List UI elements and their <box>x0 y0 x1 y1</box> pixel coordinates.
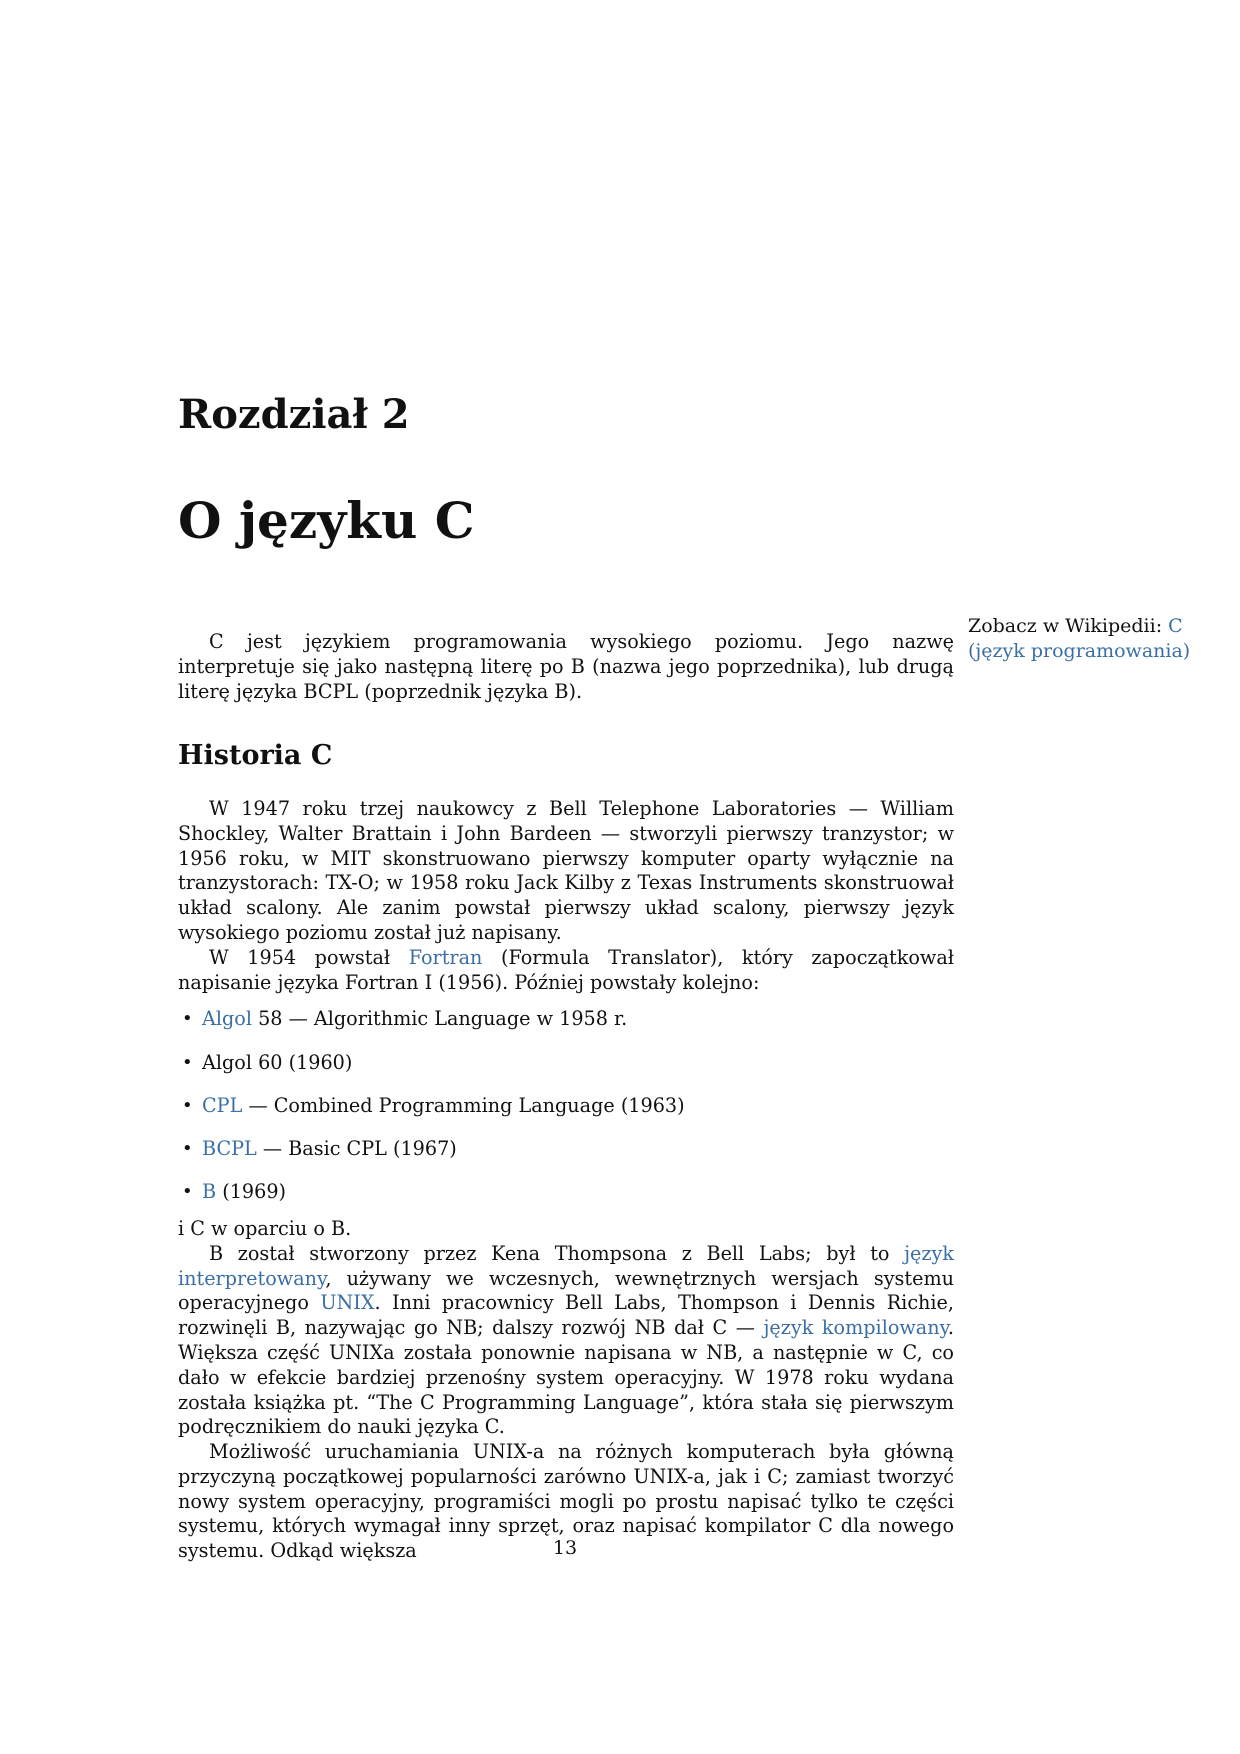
paragraph-4: Możliwość uruchamiania UNIX-a na różnych komputerach była główną przyczyną początkowej popularności zarówno UNIX-a, jak i C; zamiast tworzyć nowy system operacyjny, programiści mogli po prostu napisać tylko te części systemu, których wymagał inny sprzęt, oraz napisać kompilator C dla nowego systemu. Odkąd większa <box>178 1440 954 1563</box>
p3-text-4: . Większa część UNIXa została ponownie napisana w NB, a następnie w C, co dało w efekcie bardziej przenośny system operacyjny. W 1978 roku wydana została książka pt. “The C Programming Language”, która stała się pierwszym podręcznikiem do nauki języka C. <box>178 1316 954 1439</box>
interpreted-language-link[interactable]: język interpretowany <box>178 1241 954 1290</box>
intro-block <box>178 630 954 704</box>
bcpl-link[interactable]: BCPL <box>202 1136 257 1160</box>
page-number: 13 <box>552 1537 578 1559</box>
paragraph-1: W 1947 roku trzej naukowcy z Bell Telephone Laboratories — William Shockley, Walter Brattain i John Bardeen — stworzyli pierwszy tranzystor; w 1956 roku, w MIT skonstruowano pierwszy komputer oparty wyłącznie na tranzystorach: TX-O; w 1958 roku Jack Kilby z Texas Instruments skonstruował układ scalony. Ale zanim powstał pierwszy układ scalony, pierwszy język wysokiego poziomu został już napisany. <box>178 797 954 944</box>
wikipedia-margin-note <box>968 614 1208 663</box>
list-item-text: — Basic CPL (1967) <box>256 1136 457 1160</box>
p3-text-3: . Inni pracownicy Bell Labs, Thompson i Dennis Richie, rozwinęli B, nazywając go NB; dalszy rozwój NB dał C — <box>178 1291 955 1340</box>
fortran-link[interactable]: Fortran <box>408 945 483 969</box>
p2-text-before: W 1954 powstał <box>209 945 409 969</box>
cpl-link[interactable]: CPL <box>202 1093 243 1117</box>
list-item <box>178 1051 954 1076</box>
list-item <box>178 1180 954 1205</box>
p3-text-2: , używany we wczesnych, wewnętrznych wersjach systemu operacyjnego <box>178 1266 954 1315</box>
unix-link[interactable]: UNIX <box>320 1291 375 1315</box>
algol-link[interactable]: Algol <box>202 1007 252 1031</box>
list-item <box>178 1007 954 1032</box>
chapter-title: O języku C <box>178 491 475 550</box>
list-item-text: — Combined Programming Language (1963) <box>242 1093 685 1117</box>
after-list-text: i C w oparciu o B. <box>178 1216 352 1240</box>
intro-paragraph: C jest językiem programowania wysokiego poziomu. Jego nazwę interpretuje się jako następną literę po B (nazwa jego poprzednika), lub drugą literę języka BCPL (poprzednik języka B). <box>178 630 954 703</box>
chapter-label: Rozdział 2 <box>178 391 410 438</box>
paragraph-2 <box>178 946 954 996</box>
list-item-text: Algol 60 (1960) <box>202 1050 353 1074</box>
section-heading: Historia C <box>178 740 333 771</box>
compiled-language-link[interactable]: język kompilowany <box>763 1316 948 1340</box>
list-item-text: (1969) <box>216 1180 287 1204</box>
wikipedia-link[interactable]: C (język programowania) <box>968 615 1191 662</box>
list-item-text: 58 — Algorithmic Language w 1958 r. <box>251 1007 628 1031</box>
margin-note-prefix: Zobacz w Wikipedii: <box>968 615 1169 637</box>
list-item <box>178 1094 954 1119</box>
p3-text-1: B został stworzony przez Kena Thompsona z Bell Labs; był to <box>209 1241 905 1265</box>
history-section <box>178 797 954 1564</box>
language-list <box>178 1007 954 1205</box>
b-link[interactable]: B <box>202 1180 217 1204</box>
p2-text-after: (Formula Translator), który zapoczątkował napisanie języka Fortran I (1956). Później powstały kolejno: <box>178 945 954 994</box>
list-item <box>178 1137 954 1162</box>
paragraph-3 <box>178 1242 954 1440</box>
